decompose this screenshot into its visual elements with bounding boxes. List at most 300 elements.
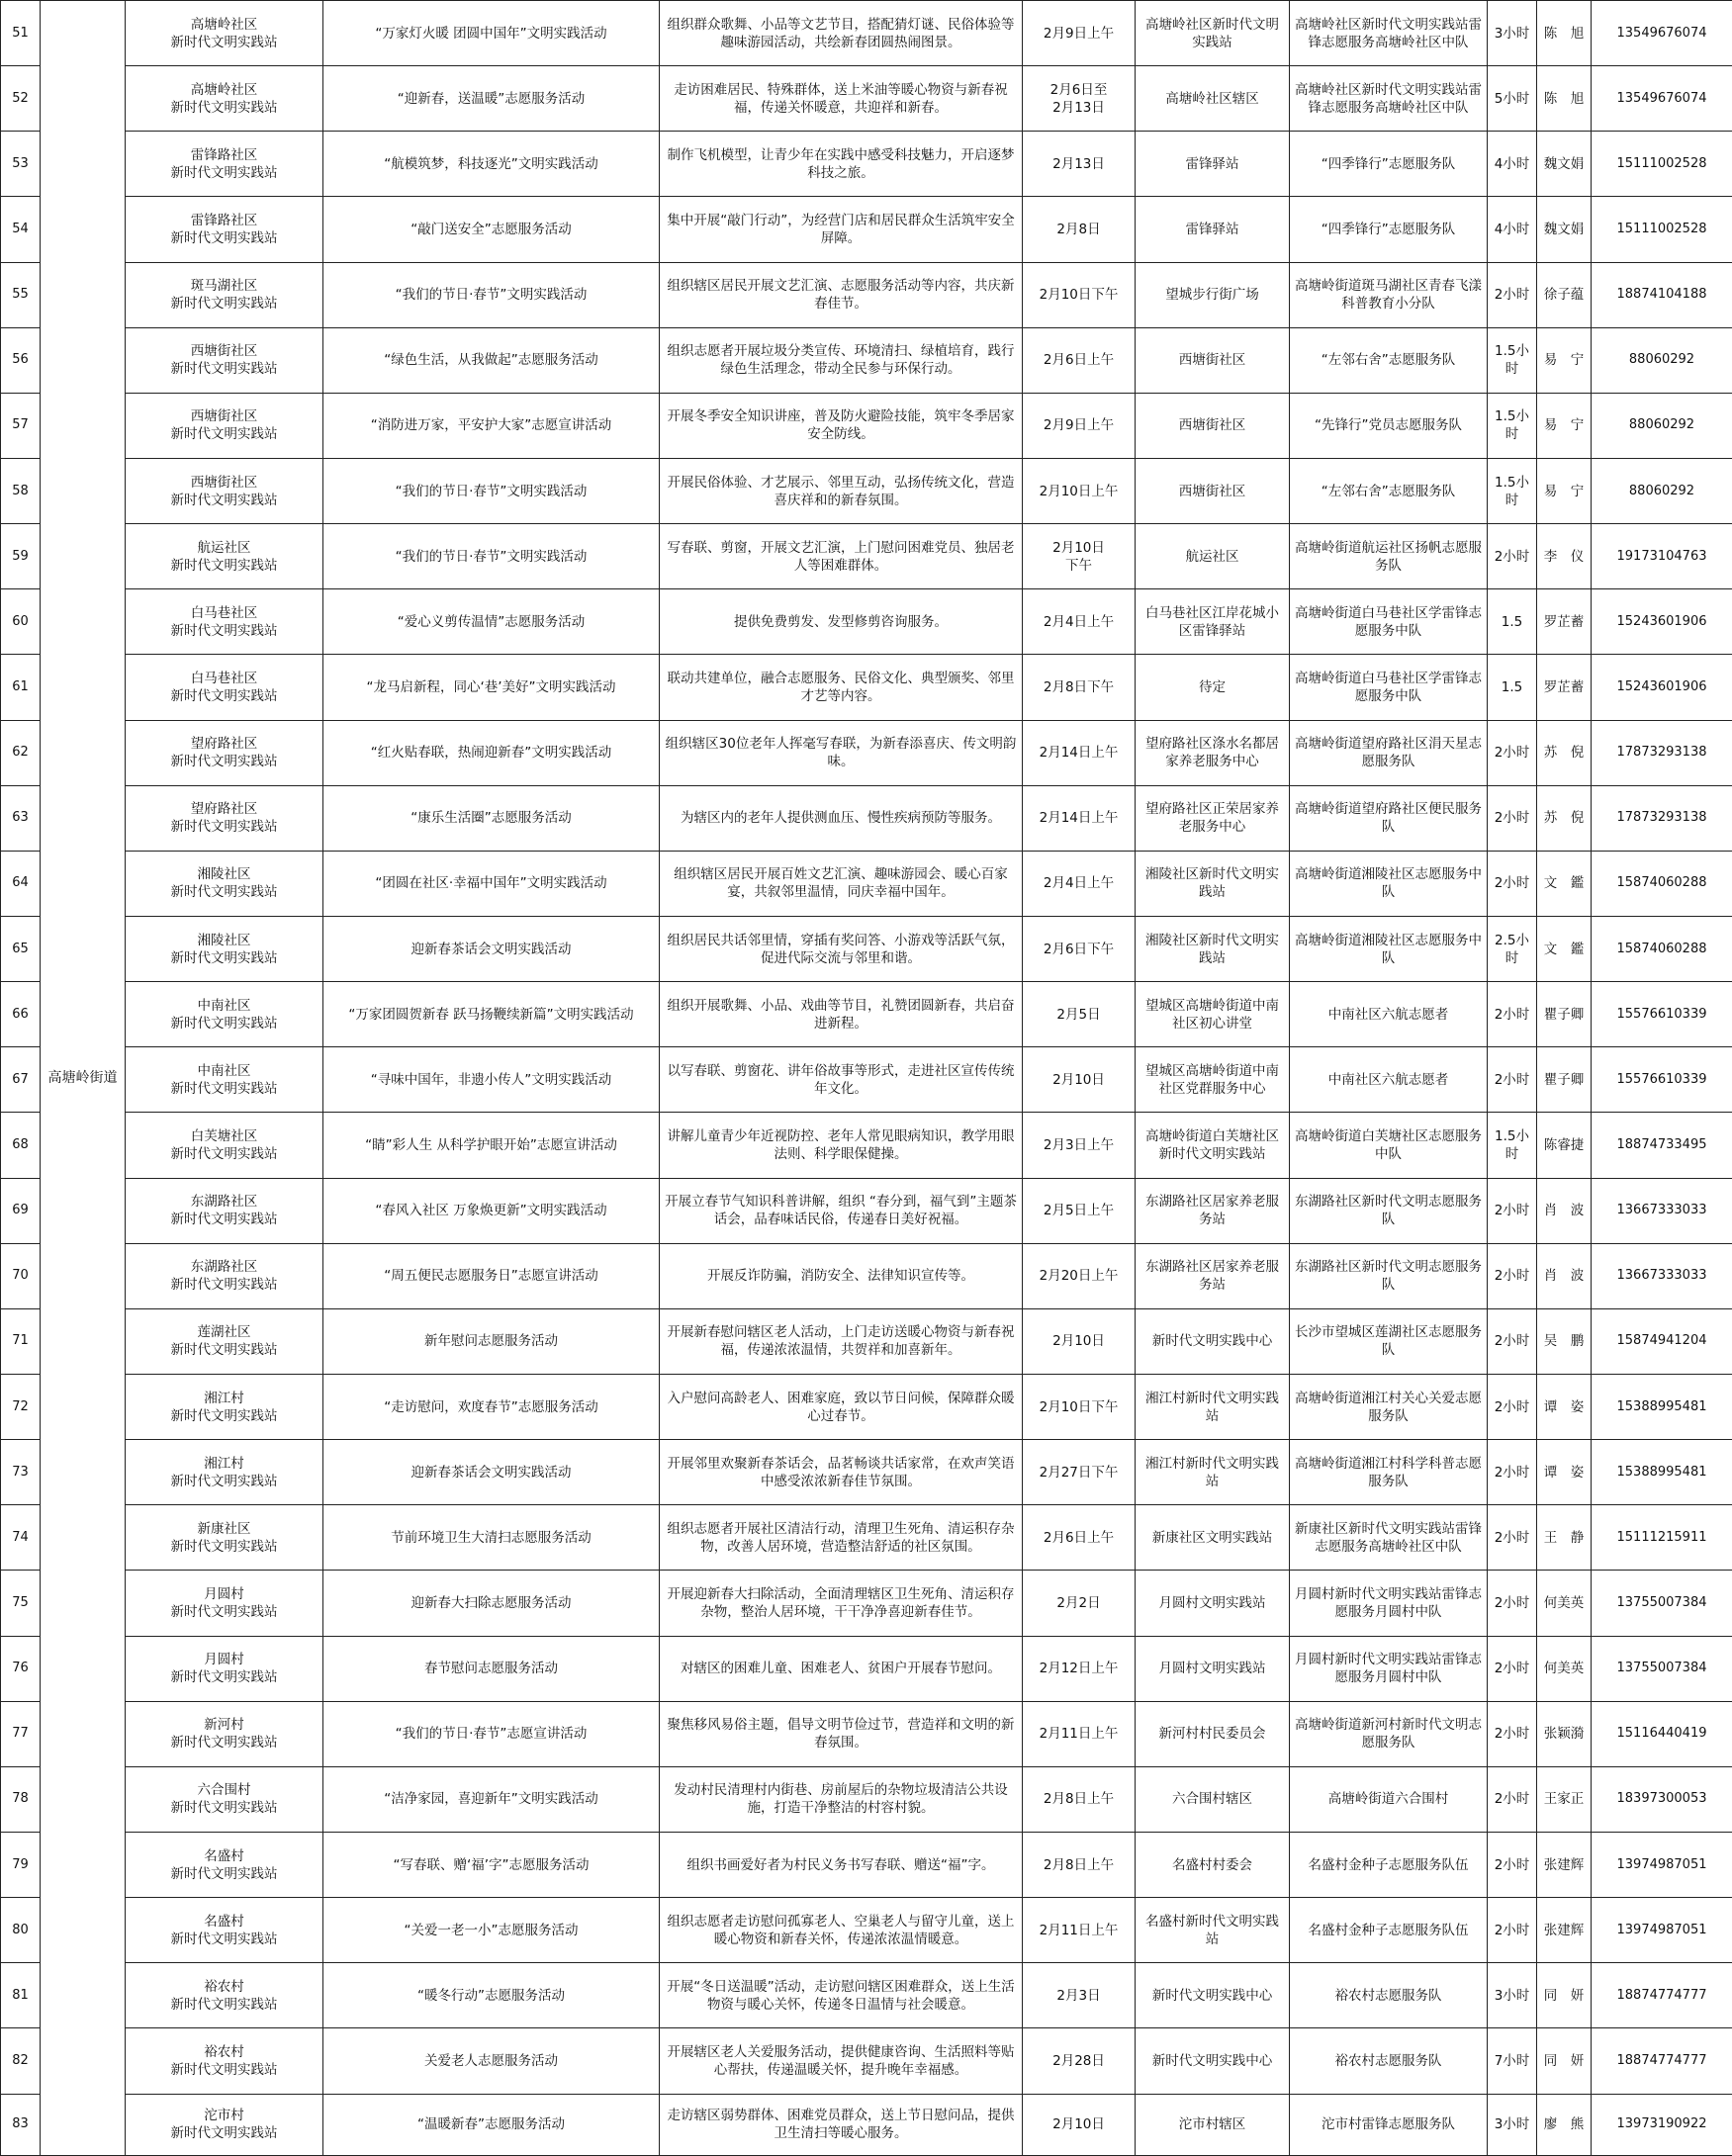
duration: 2小时: [1488, 1047, 1537, 1113]
activity-name: “绿色生活，从我做起”志愿服务活动: [323, 327, 660, 393]
contact-phone: 88060292: [1592, 327, 1732, 393]
contact-person: 陈睿捷: [1537, 1113, 1592, 1178]
row-number: 83: [1, 2094, 41, 2156]
duration: 2小时: [1488, 1308, 1537, 1374]
activity-content: 开展“冬日送温暖”活动，走访慰问辖区困难群众，送上生活物资与暖心关怀，传递冬日温情与社会暖意。: [660, 1963, 1023, 2028]
activity-place: 名盛村村委会: [1136, 1832, 1290, 1897]
practice-site: 望府路社区 新时代文明实践站: [126, 785, 323, 851]
table-row: [1, 1832, 1732, 1897]
activity-time: 2月13日: [1023, 132, 1136, 197]
contact-phone: 13667333033: [1592, 1178, 1732, 1243]
row-number: 58: [1, 458, 41, 523]
activity-name: 迎新春茶话会文明实践活动: [323, 916, 660, 981]
practice-site: 新河村 新时代文明实践站: [126, 1701, 323, 1766]
table-row: [1, 982, 1732, 1047]
contact-phone: 13755007384: [1592, 1636, 1732, 1701]
activity-time: 2月3日上午: [1023, 1113, 1136, 1178]
practice-site: 名盛村 新时代文明实践站: [126, 1898, 323, 1963]
contact-person: 徐子蕴: [1537, 262, 1592, 327]
activity-content: 开展民俗体验、才艺展示、邻里互动，弘扬传统文化，营造喜庆祥和的新春氛围。: [660, 458, 1023, 523]
volunteer-team: 高塘岭街道湘陵社区志愿服务中队: [1290, 851, 1488, 916]
contact-person: 肖 波: [1537, 1178, 1592, 1243]
activity-content: 开展立春节气知识科普讲解，组织 “春分到，福气到”主题茶话会，品春味话民俗，传递春日美好祝福。: [660, 1178, 1023, 1243]
practice-site: 沱市村 新时代文明实践站: [126, 2094, 323, 2156]
activity-time: 2月10日上午: [1023, 458, 1136, 523]
activity-name: “春风入社区 万象焕更新”文明实践活动: [323, 1178, 660, 1243]
row-number: 61: [1, 655, 41, 720]
volunteer-team: “四季锋行”志愿服务队: [1290, 197, 1488, 262]
activity-content: 讲解儿童青少年近视防控、老年人常见眼病知识，教学用眼法则、科学眼保健操。: [660, 1113, 1023, 1178]
activity-time: 2月3日: [1023, 1963, 1136, 2028]
activity-time: 2月8日上午: [1023, 1832, 1136, 1897]
row-number: 70: [1, 1243, 41, 1308]
table-row: [1, 1243, 1732, 1308]
row-number: 51: [1, 1, 41, 66]
volunteer-team: “四季锋行”志愿服务队: [1290, 132, 1488, 197]
table-row: [1, 132, 1732, 197]
practice-site: 西塘街社区 新时代文明实践站: [126, 393, 323, 458]
activity-name: “敲门送安全”志愿服务活动: [323, 197, 660, 262]
contact-phone: 15243601906: [1592, 589, 1732, 655]
contact-person: 瞿子卿: [1537, 982, 1592, 1047]
activity-content: 组织辖区居民开展文艺汇演、志愿服务活动等内容，共庆新春佳节。: [660, 262, 1023, 327]
contact-person: 易 宁: [1537, 458, 1592, 523]
activity-name: “我们的节日·春节”志愿宣讲活动: [323, 1701, 660, 1766]
table-row: [1, 1113, 1732, 1178]
duration: 1.5小时: [1488, 327, 1537, 393]
practice-site: 白马巷社区 新时代文明实践站: [126, 589, 323, 655]
activity-name: “迎新春，送温暖”志愿服务活动: [323, 66, 660, 132]
row-number: 71: [1, 1308, 41, 1374]
table-row: [1, 785, 1732, 851]
activity-name: “关爱一老一小”志愿服务活动: [323, 1898, 660, 1963]
activity-name: “写春联、赠‘福’字”志愿服务活动: [323, 1832, 660, 1897]
activity-content: 提供免费剪发、发型修剪咨询服务。: [660, 589, 1023, 655]
practice-site: 白芙塘社区 新时代文明实践站: [126, 1113, 323, 1178]
contact-person: 廖 熊: [1537, 2094, 1592, 2156]
table-row: [1, 916, 1732, 981]
contact-person: 同 妍: [1537, 2028, 1592, 2094]
contact-phone: 15243601906: [1592, 655, 1732, 720]
activity-name: “万家灯火暖 团圆中国年”文明实践活动: [323, 1, 660, 66]
practice-site: 六合围村 新时代文明实践站: [126, 1766, 323, 1832]
table-row: [1, 262, 1732, 327]
duration: 3小时: [1488, 1, 1537, 66]
activity-time: 2月5日上午: [1023, 1178, 1136, 1243]
volunteer-team: 高塘岭街道白马巷社区学雷锋志愿服务中队: [1290, 655, 1488, 720]
duration: 1.5: [1488, 589, 1537, 655]
contact-person: 罗芷蓄: [1537, 655, 1592, 720]
activity-time: 2月20日上午: [1023, 1243, 1136, 1308]
volunteer-team: 名盛村金种子志愿服务队伍: [1290, 1832, 1488, 1897]
table-row: [1, 1766, 1732, 1832]
contact-phone: 13549676074: [1592, 1, 1732, 66]
row-number: 72: [1, 1374, 41, 1439]
practice-site: 西塘街社区 新时代文明实践站: [126, 327, 323, 393]
activity-content: 开展迎新春大扫除活动，全面清理辖区卫生死角、清运积存杂物，整治人居环境，干干净净喜迎新春佳节。: [660, 1571, 1023, 1636]
activity-time: 2月10日 下午: [1023, 524, 1136, 589]
activity-content: 开展辖区老人关爱服务活动，提供健康咨询、生活照料等贴心帮扶，传递温暖关怀，提升晚年幸福感。: [660, 2028, 1023, 2094]
table-row: [1, 1308, 1732, 1374]
duration: 5小时: [1488, 66, 1537, 132]
duration: 2小时: [1488, 1898, 1537, 1963]
activity-time: 2月10日: [1023, 1047, 1136, 1113]
activity-content: 组织志愿者开展社区清洁行动，清理卫生死角、清运积存杂物，改善人居环境，营造整洁舒适的社区氛围。: [660, 1505, 1023, 1571]
activity-time: 2月27日下午: [1023, 1440, 1136, 1505]
row-number: 80: [1, 1898, 41, 1963]
activity-time: 2月14日上午: [1023, 785, 1136, 851]
practice-site: 高塘岭社区 新时代文明实践站: [126, 1, 323, 66]
activity-content: 组织辖区居民开展百姓文艺汇演、趣味游园会、暖心百家宴，共叙邻里温情，同庆幸福中国年。: [660, 851, 1023, 916]
contact-person: 谭 姿: [1537, 1440, 1592, 1505]
activity-time: 2月10日下午: [1023, 262, 1136, 327]
activity-place: 高塘岭社区新时代文明实践站: [1136, 1, 1290, 66]
contact-phone: 18874774777: [1592, 2028, 1732, 2094]
contact-phone: 15874060288: [1592, 851, 1732, 916]
contact-phone: 18874774777: [1592, 1963, 1732, 2028]
practice-site: 航运社区 新时代文明实践站: [126, 524, 323, 589]
volunteer-team: 高塘岭街道湘江村科学科普志愿服务队: [1290, 1440, 1488, 1505]
table-row: [1, 393, 1732, 458]
contact-person: 易 宁: [1537, 327, 1592, 393]
activity-place: 高塘岭社区辖区: [1136, 66, 1290, 132]
contact-phone: 18874104188: [1592, 262, 1732, 327]
table-row: [1, 1505, 1732, 1571]
duration: 2小时: [1488, 1243, 1537, 1308]
activity-content: 发动村民清理村内街巷、房前屋后的杂物垃圾清洁公共设施，打造干净整洁的村容村貌。: [660, 1766, 1023, 1832]
activity-content: 写春联、剪窗，开展文艺汇演，上门慰问困难党员、独居老人等困难群体。: [660, 524, 1023, 589]
contact-phone: 15874941204: [1592, 1308, 1732, 1374]
volunteer-team: 高塘岭街道航运社区扬帆志愿服务队: [1290, 524, 1488, 589]
contact-phone: 13974987051: [1592, 1898, 1732, 1963]
table-row: [1, 2094, 1732, 2156]
volunteer-team: 高塘岭社区新时代文明实践站雷锋志愿服务高塘岭社区中队: [1290, 66, 1488, 132]
activity-place: 白马巷社区江岸花城小区雷锋驿站: [1136, 589, 1290, 655]
street-name: 高塘岭街道: [41, 1, 126, 2156]
contact-phone: 88060292: [1592, 393, 1732, 458]
activity-content: 开展反诈防骗，消防安全、法律知识宣传等。: [660, 1243, 1023, 1308]
activity-content: 组织志愿者走访慰问孤寡老人、空巢老人与留守儿童，送上暖心物资和新春关怀，传递浓浓温情暖意。: [660, 1898, 1023, 1963]
practice-site: 裕农村 新时代文明实践站: [126, 1963, 323, 2028]
activity-name: “洁净家园，喜迎新年”文明实践活动: [323, 1766, 660, 1832]
activity-name: “温暖新春”志愿服务活动: [323, 2094, 660, 2156]
duration: 2小时: [1488, 1571, 1537, 1636]
activity-content: 组织辖区30位老年人挥毫写春联，为新春添喜庆、传文明韵味。: [660, 720, 1023, 785]
activity-name: “消防进万家，平安护大家”志愿宣讲活动: [323, 393, 660, 458]
practice-site: 裕农村 新时代文明实践站: [126, 2028, 323, 2094]
activity-place: 望府路社区正荣居家养老服务中心: [1136, 785, 1290, 851]
volunteer-team: 中南社区六航志愿者: [1290, 982, 1488, 1047]
activity-place: 西塘街社区: [1136, 393, 1290, 458]
contact-phone: 15111215911: [1592, 1505, 1732, 1571]
activity-content: 入户慰问高龄老人、困难家庭，致以节日问候，保障群众暖心过春节。: [660, 1374, 1023, 1439]
volunteer-team: 高塘岭街道六合围村: [1290, 1766, 1488, 1832]
activity-content: 以写春联、剪窗花、讲年俗故事等形式，走进社区宣传传统年文化。: [660, 1047, 1023, 1113]
row-number: 66: [1, 982, 41, 1047]
activity-place: 望城区高塘岭街道中南社区党群服务中心: [1136, 1047, 1290, 1113]
row-number: 82: [1, 2028, 41, 2094]
row-number: 62: [1, 720, 41, 785]
activity-name: 新年慰问志愿服务活动: [323, 1308, 660, 1374]
practice-site: 西塘街社区 新时代文明实践站: [126, 458, 323, 523]
activity-name: 迎新春大扫除志愿服务活动: [323, 1571, 660, 1636]
activity-place: 六合围村辖区: [1136, 1766, 1290, 1832]
activity-name: “我们的节日·春节”文明实践活动: [323, 262, 660, 327]
activity-time: 2月10日: [1023, 1308, 1136, 1374]
activity-content: 开展新春慰问辖区老人活动，上门走访送暖心物资与新春祝福，传递浓浓温情，共贺祥和加喜新年。: [660, 1308, 1023, 1374]
contact-phone: 13667333033: [1592, 1243, 1732, 1308]
activity-time: 2月8日: [1023, 197, 1136, 262]
row-number: 76: [1, 1636, 41, 1701]
contact-person: 张颖漪: [1537, 1701, 1592, 1766]
practice-site: 东湖路社区 新时代文明实践站: [126, 1178, 323, 1243]
activity-time: 2月6日上午: [1023, 1505, 1136, 1571]
activity-content: 组织志愿者开展垃圾分类宣传、环境清扫、绿植培育，践行绿色生活理念，带动全民参与环保行动。: [660, 327, 1023, 393]
contact-person: 魏文娟: [1537, 197, 1592, 262]
activity-content: 聚焦移风易俗主题，倡导文明节俭过节，营造祥和文明的新春氛围。: [660, 1701, 1023, 1766]
row-number: 81: [1, 1963, 41, 2028]
volunteer-team: 月圆村新时代文明实践站雷锋志愿服务月圆村中队: [1290, 1636, 1488, 1701]
activity-place: 湘江村新时代文明实践站: [1136, 1374, 1290, 1439]
volunteer-team: 高塘岭街道望府路社区涓天星志愿服务队: [1290, 720, 1488, 785]
volunteer-team: 高塘岭社区新时代文明实践站雷锋志愿服务高塘岭社区中队: [1290, 1, 1488, 66]
activity-time: 2月8日下午: [1023, 655, 1136, 720]
table-row: [1, 1440, 1732, 1505]
activity-time: 2月14日上午: [1023, 720, 1136, 785]
table-row: [1, 1963, 1732, 2028]
activity-place: 望城步行街广场: [1136, 262, 1290, 327]
volunteer-team: 裕农村志愿服务队: [1290, 2028, 1488, 2094]
activity-content: 制作飞机模型，让青少年在实践中感受科技魅力，开启逐梦科技之旅。: [660, 132, 1023, 197]
contact-person: 何美英: [1537, 1571, 1592, 1636]
duration: 2小时: [1488, 1701, 1537, 1766]
volunteer-team: 沱市村雷锋志愿服务队: [1290, 2094, 1488, 2156]
activity-name: “寻味中国年，非遗小传人”文明实践活动: [323, 1047, 660, 1113]
activity-place: 月圆村文明实践站: [1136, 1636, 1290, 1701]
activity-place: 沱市村辖区: [1136, 2094, 1290, 2156]
row-number: 69: [1, 1178, 41, 1243]
activity-place: 航运社区: [1136, 524, 1290, 589]
row-number: 77: [1, 1701, 41, 1766]
row-number: 55: [1, 262, 41, 327]
table-row: [1, 524, 1732, 589]
practice-site: 湘陵社区 新时代文明实践站: [126, 916, 323, 981]
contact-phone: 15111002528: [1592, 132, 1732, 197]
table-body: [1, 1, 1732, 2156]
volunteer-team: 东湖路社区新时代文明志愿服务队: [1290, 1178, 1488, 1243]
contact-phone: 15874060288: [1592, 916, 1732, 981]
activity-time: 2月10日下午: [1023, 1374, 1136, 1439]
activity-time: 2月2日: [1023, 1571, 1136, 1636]
row-number: 73: [1, 1440, 41, 1505]
activity-name: “团圆在社区·幸福中国年”文明实践活动: [323, 851, 660, 916]
row-number: 74: [1, 1505, 41, 1571]
activity-place: 雷锋驿站: [1136, 197, 1290, 262]
practice-site: 湘陵社区 新时代文明实践站: [126, 851, 323, 916]
contact-phone: 18874733495: [1592, 1113, 1732, 1178]
activity-content: 集中开展“敲门行动”，为经营门店和居民群众生活筑牢安全屏障。: [660, 197, 1023, 262]
activity-place: 新康社区文明实践站: [1136, 1505, 1290, 1571]
contact-phone: 19173104763: [1592, 524, 1732, 589]
table-row: [1, 1898, 1732, 1963]
table-row: [1, 589, 1732, 655]
row-number: 68: [1, 1113, 41, 1178]
table-row: [1, 720, 1732, 785]
row-number: 57: [1, 393, 41, 458]
row-number: 67: [1, 1047, 41, 1113]
row-number: 64: [1, 851, 41, 916]
practice-site: 月圆村 新时代文明实践站: [126, 1636, 323, 1701]
activity-time: 2月9日上午: [1023, 393, 1136, 458]
contact-phone: 15388995481: [1592, 1374, 1732, 1439]
contact-phone: 17873293138: [1592, 720, 1732, 785]
contact-phone: 15116440419: [1592, 1701, 1732, 1766]
practice-site: 望府路社区 新时代文明实践站: [126, 720, 323, 785]
contact-person: 王家正: [1537, 1766, 1592, 1832]
duration: 2小时: [1488, 1178, 1537, 1243]
activity-place: 东湖路社区居家养老服务站: [1136, 1243, 1290, 1308]
activity-content: 组织群众歌舞、小品等文艺节目，搭配猜灯谜、民俗体验等趣味游园活动，共绘新春团圆热闹图景。: [660, 1, 1023, 66]
duration: 1.5小时: [1488, 1113, 1537, 1178]
practice-site: 白马巷社区 新时代文明实践站: [126, 655, 323, 720]
contact-phone: 13755007384: [1592, 1571, 1732, 1636]
activity-time: 2月4日上午: [1023, 589, 1136, 655]
volunteer-team: “左邻右舍”志愿服务队: [1290, 327, 1488, 393]
duration: 2小时: [1488, 524, 1537, 589]
volunteer-team: 长沙市望城区莲湖社区志愿服务队: [1290, 1308, 1488, 1374]
activity-content: 组织开展歌舞、小品、戏曲等节目，礼赞团圆新春，共启奋进新程。: [660, 982, 1023, 1047]
volunteer-team: 高塘岭街道湘江村关心关爱志愿服务队: [1290, 1374, 1488, 1439]
duration: 2小时: [1488, 982, 1537, 1047]
activity-time: 2月9日上午: [1023, 1, 1136, 66]
activity-place: 新时代文明实践中心: [1136, 1308, 1290, 1374]
volunteer-team: 新康社区新时代文明实践站雷锋志愿服务高塘岭社区中队: [1290, 1505, 1488, 1571]
volunteer-team: 名盛村金种子志愿服务队伍: [1290, 1898, 1488, 1963]
activity-content: 为辖区内的老年人提供测血压、慢性疾病预防等服务。: [660, 785, 1023, 851]
practice-site: 雷锋路社区 新时代文明实践站: [126, 132, 323, 197]
table-row: [1, 2028, 1732, 2094]
contact-person: 易 宁: [1537, 393, 1592, 458]
contact-phone: 15576610339: [1592, 982, 1732, 1047]
practice-site: 高塘岭社区 新时代文明实践站: [126, 66, 323, 132]
duration: 2小时: [1488, 1636, 1537, 1701]
activity-place: 名盛村新时代文明实践站: [1136, 1898, 1290, 1963]
activity-name: “走访慰问，欢度春节”志愿服务活动: [323, 1374, 660, 1439]
activity-place: 望府路社区涤水名都居家养老服务中心: [1136, 720, 1290, 785]
row-number: 63: [1, 785, 41, 851]
contact-person: 王 静: [1537, 1505, 1592, 1571]
activity-place: 西塘街社区: [1136, 458, 1290, 523]
duration: 1.5: [1488, 655, 1537, 720]
practice-site: 月圆村 新时代文明实践站: [126, 1571, 323, 1636]
volunteer-team: 高塘岭街道白马巷社区学雷锋志愿服务中队: [1290, 589, 1488, 655]
activity-name: “航模筑梦，科技逐光”文明实践活动: [323, 132, 660, 197]
activity-place: 高塘岭街道白芙塘社区新时代文明实践站: [1136, 1113, 1290, 1178]
contact-person: 张建辉: [1537, 1832, 1592, 1897]
duration: 2小时: [1488, 1440, 1537, 1505]
contact-person: 肖 波: [1537, 1243, 1592, 1308]
contact-person: 罗芷蓄: [1537, 589, 1592, 655]
activity-name: “睛”彩人生 从科学护眼开始”志愿宣讲活动: [323, 1113, 660, 1178]
duration: 1.5小时: [1488, 458, 1537, 523]
table-row: [1, 327, 1732, 393]
contact-person: 魏文娟: [1537, 132, 1592, 197]
row-number: 59: [1, 524, 41, 589]
row-number: 75: [1, 1571, 41, 1636]
volunteer-team: 中南社区六航志愿者: [1290, 1047, 1488, 1113]
activity-time: 2月12日上午: [1023, 1636, 1136, 1701]
contact-person: 同 妍: [1537, 1963, 1592, 2028]
activity-name: 关爱老人志愿服务活动: [323, 2028, 660, 2094]
activity-time: 2月10日: [1023, 2094, 1136, 2156]
contact-person: 文 鑑: [1537, 916, 1592, 981]
volunteer-team: 高塘岭街道湘陵社区志愿服务中队: [1290, 916, 1488, 981]
contact-person: 李 仪: [1537, 524, 1592, 589]
duration: 1.5小时: [1488, 393, 1537, 458]
table-row: [1, 1571, 1732, 1636]
contact-person: 陈 旭: [1537, 1, 1592, 66]
duration: 4小时: [1488, 197, 1537, 262]
activity-name: “暖冬行动”志愿服务活动: [323, 1963, 660, 2028]
volunteer-team: 月圆村新时代文明实践站雷锋志愿服务月圆村中队: [1290, 1571, 1488, 1636]
row-number: 78: [1, 1766, 41, 1832]
practice-site: 中南社区 新时代文明实践站: [126, 1047, 323, 1113]
volunteer-team: 东湖路社区新时代文明志愿服务队: [1290, 1243, 1488, 1308]
table-row: [1, 851, 1732, 916]
table-row: [1, 1, 1732, 66]
duration: 2小时: [1488, 720, 1537, 785]
contact-phone: 17873293138: [1592, 785, 1732, 851]
activity-place: 雷锋驿站: [1136, 132, 1290, 197]
duration: 3小时: [1488, 2094, 1537, 2156]
activity-time: 2月28日: [1023, 2028, 1136, 2094]
contact-person: 吴 鹏: [1537, 1308, 1592, 1374]
table-row: [1, 655, 1732, 720]
row-number: 79: [1, 1832, 41, 1897]
activity-name: “康乐生活圈”志愿服务活动: [323, 785, 660, 851]
practice-site: 名盛村 新时代文明实践站: [126, 1832, 323, 1897]
activity-name: 迎新春茶话会文明实践活动: [323, 1440, 660, 1505]
table-row: [1, 1636, 1732, 1701]
contact-person: 苏 倪: [1537, 785, 1592, 851]
activity-content: 走访辖区弱势群体、困难党员群众，送上节日慰问品，提供卫生清扫等暖心服务。: [660, 2094, 1023, 2156]
activity-place: 湘江村新时代文明实践站: [1136, 1440, 1290, 1505]
activity-place: 望城区高塘岭街道中南社区初心讲堂: [1136, 982, 1290, 1047]
activity-name: 春节慰问志愿服务活动: [323, 1636, 660, 1701]
practice-site: 湘江村 新时代文明实践站: [126, 1374, 323, 1439]
contact-phone: 13973190922: [1592, 2094, 1732, 2156]
duration: 2小时: [1488, 1374, 1537, 1439]
contact-phone: 15111002528: [1592, 197, 1732, 262]
activity-content: 对辖区的困难儿童、困难老人、贫困户开展春节慰问。: [660, 1636, 1023, 1701]
contact-person: 文 鑑: [1537, 851, 1592, 916]
activity-name: “龙马启新程，同心‘巷’美好”文明实践活动: [323, 655, 660, 720]
activity-name: “红火贴春联，热闹迎新春”文明实践活动: [323, 720, 660, 785]
activity-place: 新时代文明实践中心: [1136, 2028, 1290, 2094]
contact-person: 瞿子卿: [1537, 1047, 1592, 1113]
duration: 4小时: [1488, 132, 1537, 197]
duration: 2小时: [1488, 1832, 1537, 1897]
activity-name: “我们的节日·春节”文明实践活动: [323, 458, 660, 523]
duration: 2小时: [1488, 1505, 1537, 1571]
contact-phone: 15576610339: [1592, 1047, 1732, 1113]
activity-time: 2月5日: [1023, 982, 1136, 1047]
duration: 7小时: [1488, 2028, 1537, 2094]
volunteer-team: 裕农村志愿服务队: [1290, 1963, 1488, 2028]
activity-name: 节前环境卫生大清扫志愿服务活动: [323, 1505, 660, 1571]
volunteer-team: 高塘岭街道新河村新时代文明志愿服务队: [1290, 1701, 1488, 1766]
row-number: 65: [1, 916, 41, 981]
